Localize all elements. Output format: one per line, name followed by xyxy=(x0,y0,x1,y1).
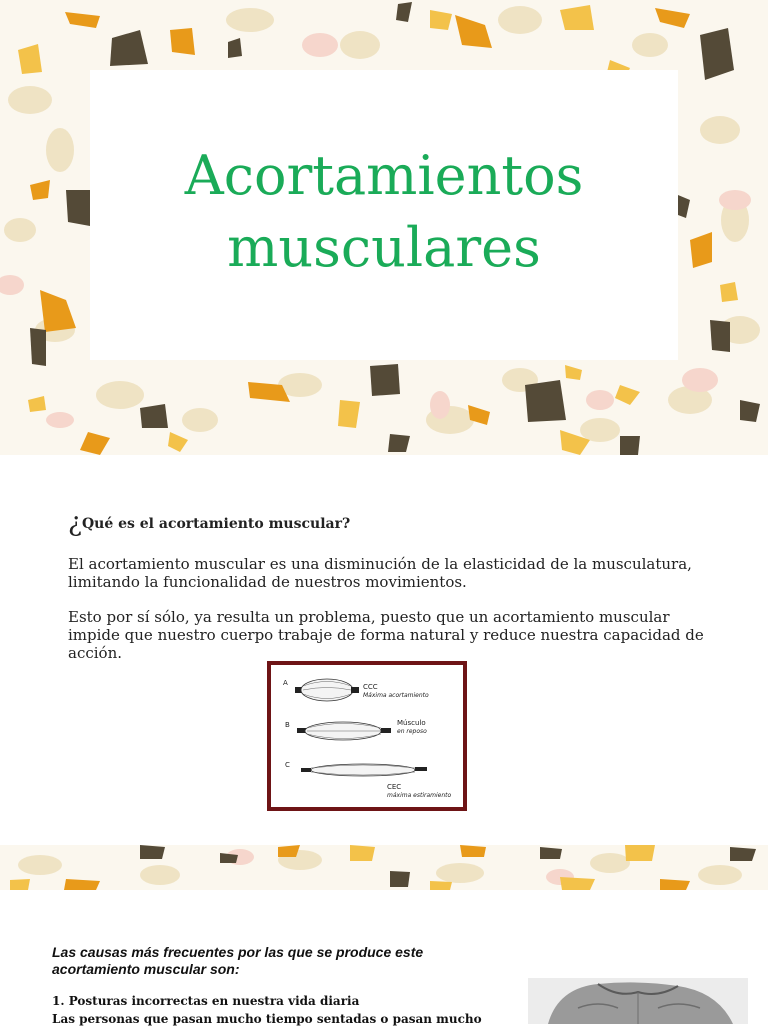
tendon-c-left xyxy=(301,768,311,772)
question-mark: ¿ xyxy=(68,508,82,538)
diagram-label-c: C xyxy=(285,761,290,769)
caption-c-subtitle: máxima estiramiento xyxy=(387,792,452,799)
diagram-label-a: A xyxy=(283,679,288,687)
question-text: Qué es el acortamiento muscular? xyxy=(81,516,351,532)
diagram-label-b: B xyxy=(285,721,290,729)
paragraph-definition: El acortamiento muscular es una disminución de la elasticidad de la musculatura, limitando la funcionalidad de nuestros movimientos. xyxy=(68,555,692,591)
muscle-diagram xyxy=(271,665,463,807)
causes-heading: Las causas más frecuentes por las que se produce este acortamiento muscular son: xyxy=(52,944,424,977)
question-heading xyxy=(68,508,708,538)
caption-b-title: Músculo xyxy=(397,719,426,727)
title-card xyxy=(90,70,678,360)
page-title: Acortamientos musculares xyxy=(184,144,584,279)
terrazzo-divider-pattern xyxy=(0,845,768,890)
cause-1-text: Las personas que pasan mucho tiempo sentadas o pasan mucho xyxy=(52,1012,482,1026)
caption-a-title: CCC xyxy=(363,683,378,691)
cause-1-title: 1. Posturas incorrectas en nuestra vida diaria xyxy=(52,994,360,1008)
caption-a-subtitle: Máxima acortamiento xyxy=(363,692,429,699)
caption-b-subtitle: en reposo xyxy=(397,728,427,735)
paragraph-problem: Esto por sí sólo, ya resulta un problema, puesto que un acortamiento muscular impide que nuestro cuerpo trabaje de forma natural y reduce nuestra capacidad de acción. xyxy=(68,608,704,662)
torso-photo xyxy=(528,978,748,1024)
torso-illustration xyxy=(528,978,748,1024)
tendon-a-right xyxy=(351,687,359,693)
tendon-c-right xyxy=(415,767,427,771)
caption-c-title: CEC xyxy=(387,783,402,791)
muscle-a-shortened xyxy=(301,679,353,701)
muscle-c-stretched xyxy=(311,764,415,776)
tendon-b-right xyxy=(381,728,391,733)
muscle-diagram-figure xyxy=(267,661,467,811)
terrazzo-divider xyxy=(0,845,768,890)
